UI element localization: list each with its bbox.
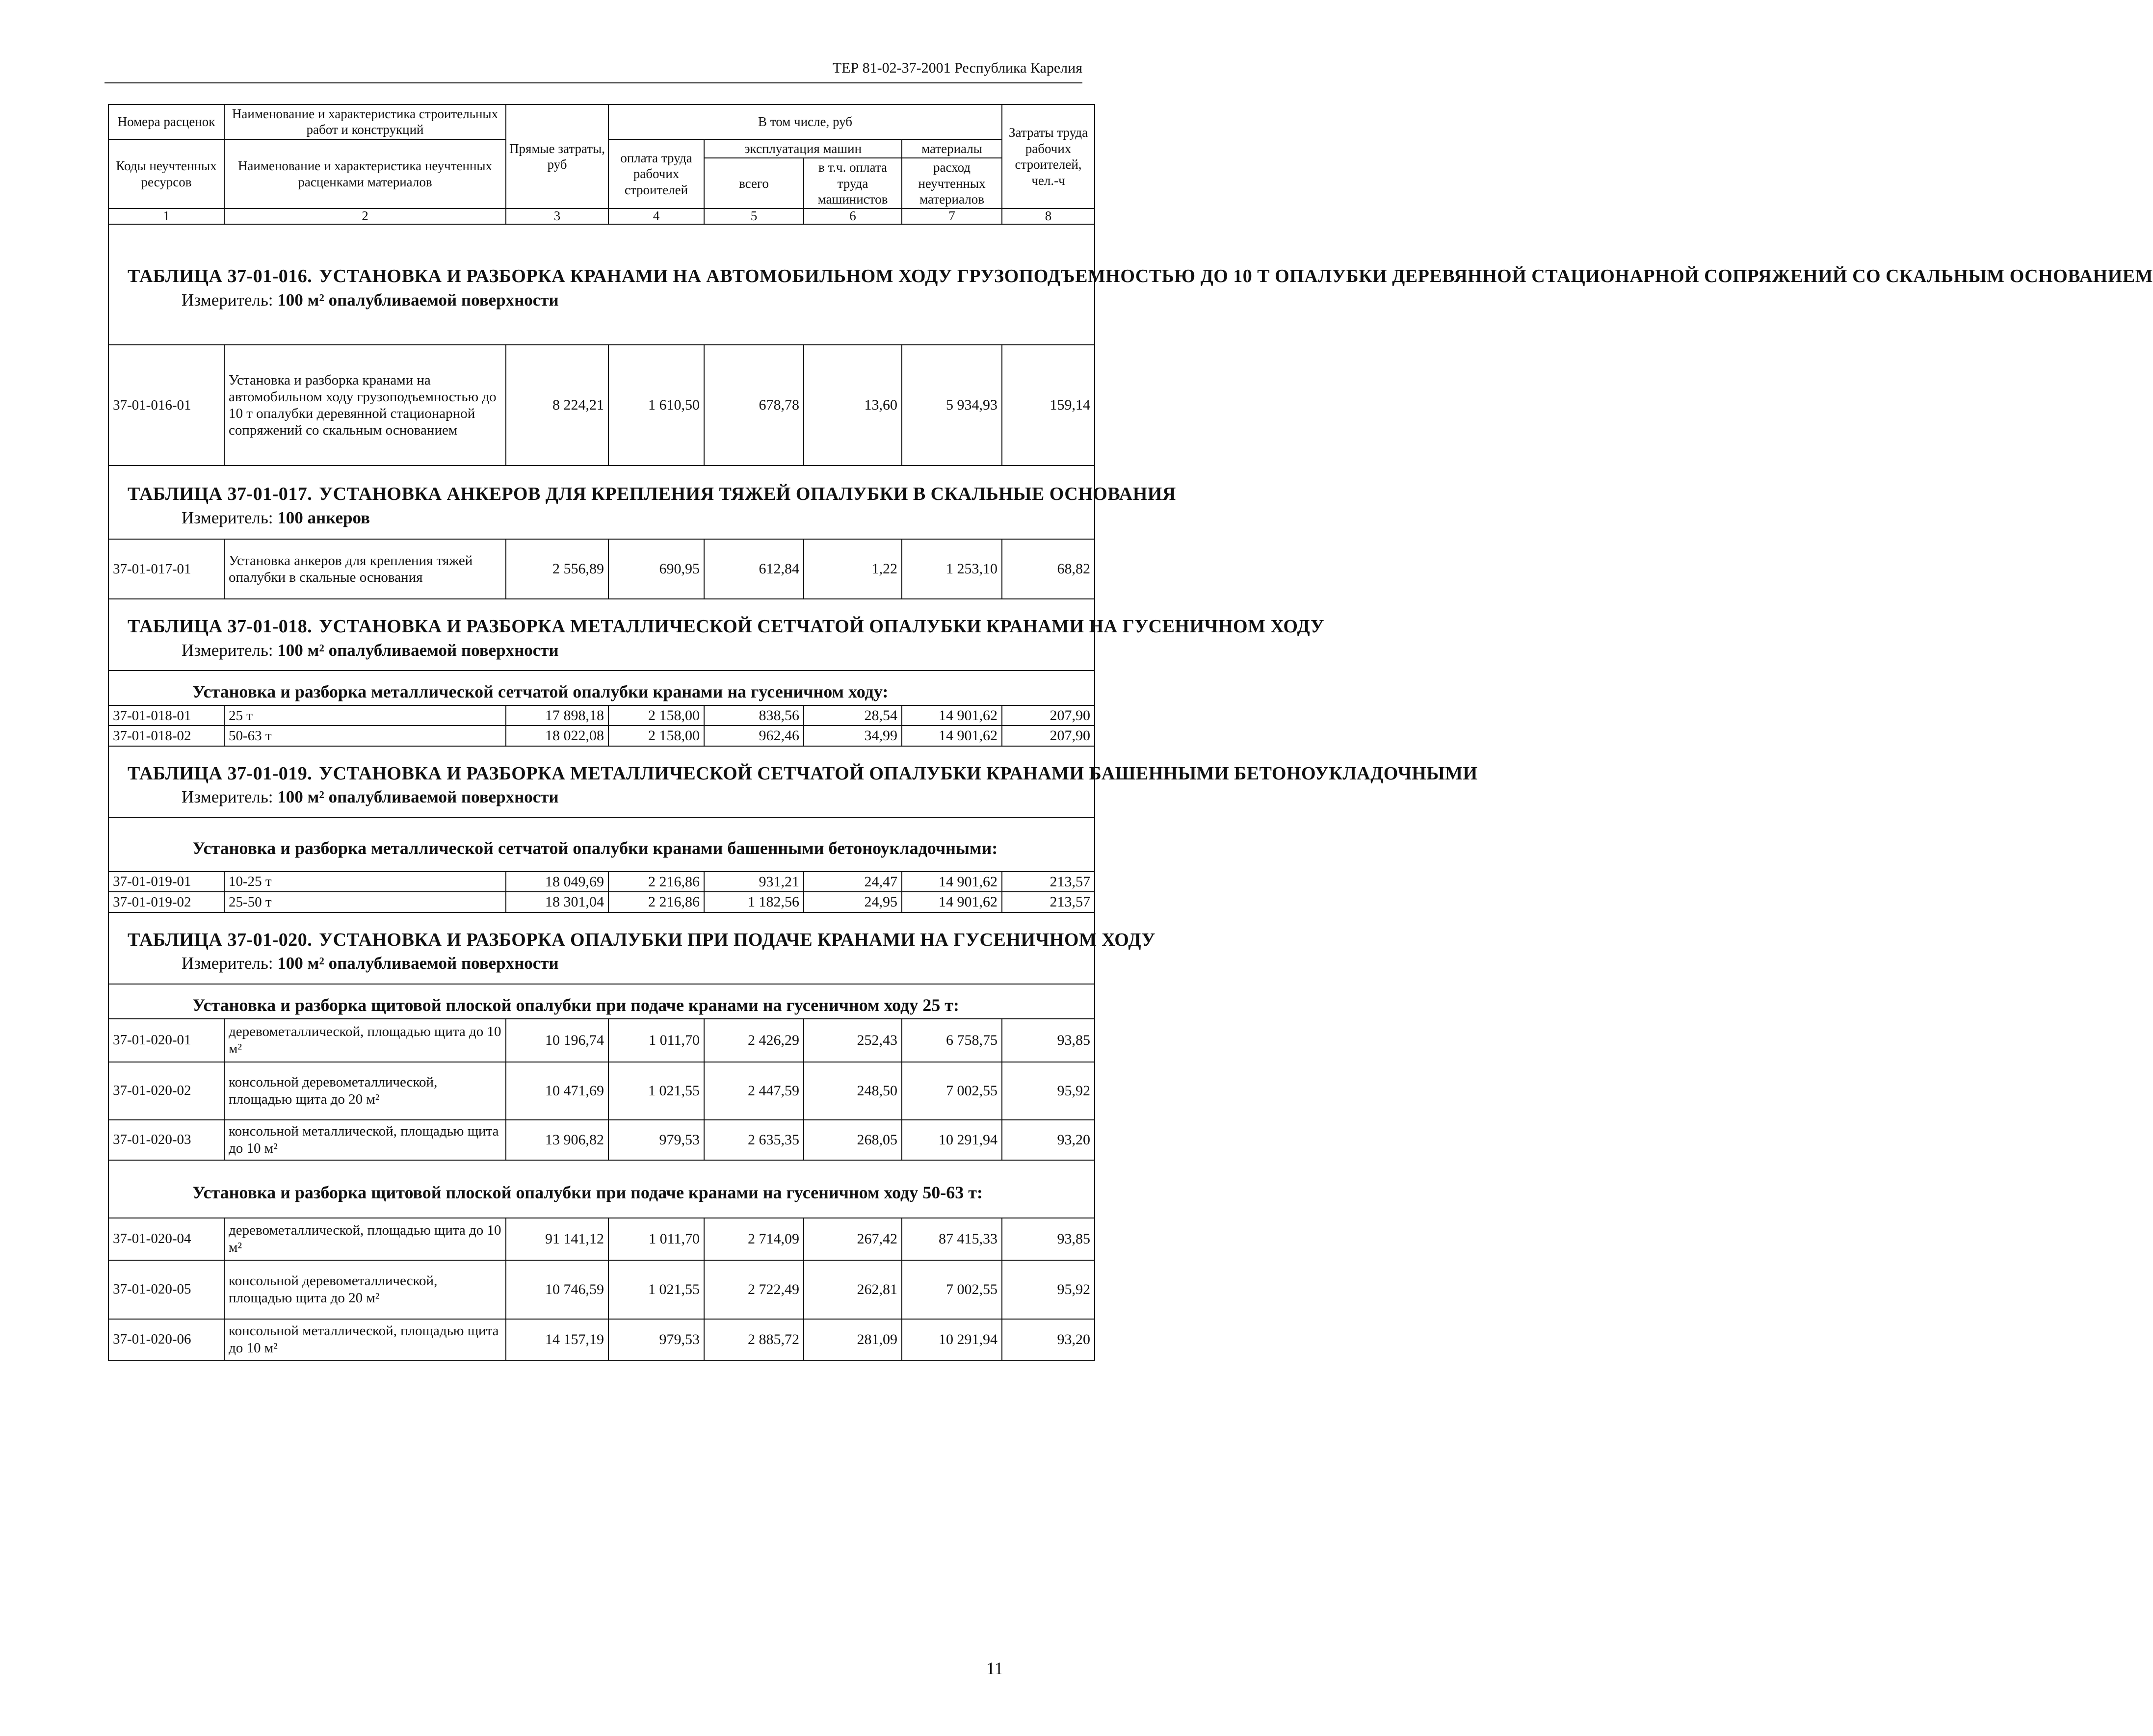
subheading-row [108, 984, 1095, 1019]
col-rate-numbers: Номера расценок [108, 104, 224, 139]
direct-costs: 91 141,12 [506, 1218, 608, 1260]
worker-pay: 1 011,70 [608, 1019, 704, 1062]
section-title-text: УСТАНОВКА И РАЗБОРКА КРАНАМИ НА АВТОМОБИЛЬНОМ ХОДУ ГРУЗОПОДЪЕМНОСТЬЮ ДО 10 Т ОПАЛУБКИ ДЕРЕВЯННОЙ СТАЦИОНАРНОЙ СОПРЯЖЕНИЙ СО СКАЛЬНЫМ ОСНОВАНИЕМ [319, 266, 2153, 287]
section-unit [128, 290, 1090, 310]
machine-costs: 678,78 [704, 345, 804, 466]
labor-hours: 213,57 [1002, 872, 1095, 892]
worker-pay: 2 216,86 [608, 872, 704, 892]
column-number: 3 [506, 208, 608, 224]
machine-costs: 2 447,59 [704, 1062, 804, 1120]
section-title [128, 483, 1176, 505]
col-work-name: Наименование и характеристика строительных работ и конструкций [224, 104, 506, 139]
material-costs: 14 901,62 [902, 725, 1002, 746]
machine-costs: 931,21 [704, 872, 804, 892]
direct-costs: 13 906,82 [506, 1120, 608, 1160]
section-label: ТАБЛИЦА 37-01-018. [128, 616, 313, 637]
table-section-header [108, 599, 1095, 671]
table-row [108, 1019, 1095, 1062]
work-description: деревометаллической, площадью щита до 10 м² [224, 1218, 506, 1260]
direct-costs: 10 196,74 [506, 1019, 608, 1062]
worker-pay: 1 021,55 [608, 1062, 704, 1120]
subheading: Установка и разборка металлической сетчатой опалубки кранами башенными бетоноукладочными: [108, 818, 1095, 872]
material-costs: 10 291,94 [902, 1120, 1002, 1160]
direct-costs: 18 022,08 [506, 725, 608, 746]
col-operator-pay: в т.ч. оплата труда машинистов [804, 158, 902, 208]
rate-code: 37-01-020-05 [108, 1260, 224, 1319]
section-title-text: УСТАНОВКА И РАЗБОРКА МЕТАЛЛИЧЕСКОЙ СЕТЧАТОЙ ОПАЛУБКИ КРАНАМИ НА ГУСЕНИЧНОМ ХОДУ [319, 616, 1325, 637]
table-row [108, 1120, 1095, 1160]
table-row [108, 872, 1095, 892]
worker-pay: 1 021,55 [608, 1260, 704, 1319]
machine-costs: 2 426,29 [704, 1019, 804, 1062]
table-row [108, 539, 1095, 599]
column-number: 5 [704, 208, 804, 224]
section-header [108, 224, 2153, 345]
unit-prefix: Измеритель: [182, 787, 273, 807]
rate-code: 37-01-020-01 [108, 1019, 224, 1062]
labor-hours: 93,85 [1002, 1218, 1095, 1260]
table-section-header [108, 224, 1095, 345]
header-row [108, 104, 1095, 139]
table-row [108, 1260, 1095, 1319]
work-description: Установка анкеров для крепления тяжей опалубки в скальные основания [224, 539, 506, 599]
section-unit [128, 953, 1090, 973]
operator-pay: 248,50 [804, 1062, 902, 1120]
machine-costs: 2 714,09 [704, 1218, 804, 1260]
table-section-header [108, 912, 1095, 984]
material-costs: 6 758,75 [902, 1019, 1002, 1062]
labor-hours: 207,90 [1002, 725, 1095, 746]
section-header [108, 599, 1325, 671]
col-resource-codes: Коды неучтенных ресурсов [108, 139, 224, 209]
table-row [108, 1062, 1095, 1120]
work-description: консольной деревометаллической, площадью щита до 20 м² [224, 1062, 506, 1120]
unit-value: 100 м² опалубливаемой поверхности [277, 290, 559, 310]
section-label: ТАБЛИЦА 37-01-020. [128, 929, 313, 950]
direct-costs: 8 224,21 [506, 345, 608, 466]
worker-pay: 979,53 [608, 1319, 704, 1360]
column-number: 7 [902, 208, 1002, 224]
section-title-text: УСТАНОВКА И РАЗБОРКА ОПАЛУБКИ ПРИ ПОДАЧЕ КРАНАМИ НА ГУСЕНИЧНОМ ХОДУ [319, 929, 1155, 950]
table-row [108, 345, 1095, 466]
col-machine-total: всего [704, 158, 804, 208]
column-numbers-row [108, 208, 1095, 224]
operator-pay: 252,43 [804, 1019, 902, 1062]
unit-value: 100 анкеров [277, 508, 370, 527]
column-number: 8 [1002, 208, 1095, 224]
unit-prefix: Измеритель: [182, 954, 273, 973]
section-title [128, 615, 1325, 638]
work-description: консольной деревометаллической, площадью щита до 20 м² [224, 1260, 506, 1319]
work-description: консольной металлической, площадью щита до 10 м² [224, 1319, 506, 1360]
subheading-row [108, 1160, 1095, 1218]
direct-costs: 10 746,59 [506, 1260, 608, 1319]
work-description: Установка и разборка кранами на автомобильном ходу грузоподъемностью до 10 т опалубки деревянной стационарной сопряжений со скальным основанием [224, 345, 506, 466]
rate-code: 37-01-020-03 [108, 1120, 224, 1160]
machine-costs: 2 885,72 [704, 1319, 804, 1360]
machine-costs: 962,46 [704, 725, 804, 746]
unit-value: 100 м² опалубливаемой поверхности [277, 787, 559, 807]
labor-hours: 95,92 [1002, 1062, 1095, 1120]
col-materials: материалы [902, 139, 1002, 158]
col-machine-operation: эксплуатация машин [704, 139, 902, 158]
section-header [108, 912, 1155, 984]
table-row [108, 1319, 1095, 1360]
machine-costs: 838,56 [704, 705, 804, 725]
direct-costs: 2 556,89 [506, 539, 608, 599]
section-header [108, 466, 1176, 539]
work-description: 25 т [224, 705, 506, 725]
work-description: консольной металлической, площадью щита до 10 м² [224, 1120, 506, 1160]
table-section-header [108, 746, 1095, 818]
operator-pay: 13,60 [804, 345, 902, 466]
section-header [108, 746, 1478, 818]
unit-value: 100 м² опалубливаемой поверхности [277, 954, 559, 973]
work-description: 25-50 т [224, 892, 506, 912]
unit-prefix: Измеритель: [182, 508, 273, 527]
direct-costs: 14 157,19 [506, 1319, 608, 1360]
running-header [105, 58, 1082, 83]
section-label: ТАБЛИЦА 37-01-017. [128, 484, 313, 505]
labor-hours: 207,90 [1002, 705, 1095, 725]
column-number: 4 [608, 208, 704, 224]
subheading: Установка и разборка металлической сетчатой опалубки кранами на гусеничном ходу: [108, 671, 1095, 705]
col-direct-costs: Прямые затраты, руб [506, 104, 608, 208]
rate-code: 37-01-019-01 [108, 872, 224, 892]
operator-pay: 267,42 [804, 1218, 902, 1260]
subheading-row [108, 818, 1095, 872]
table-section-header [108, 466, 1095, 539]
subheading: Установка и разборка щитовой плоской опалубки при подаче кранами на гусеничном ходу 25 т: [108, 984, 1095, 1019]
rates-table [108, 104, 2153, 1361]
rate-code: 37-01-018-02 [108, 725, 224, 746]
machine-costs: 612,84 [704, 539, 804, 599]
operator-pay: 28,54 [804, 705, 902, 725]
rate-code: 37-01-020-04 [108, 1218, 224, 1260]
labor-hours: 213,57 [1002, 892, 1095, 912]
labor-hours: 159,14 [1002, 345, 1095, 466]
worker-pay: 2 216,86 [608, 892, 704, 912]
material-costs: 10 291,94 [902, 1319, 1002, 1360]
col-in-total: В том числе, руб [608, 104, 1002, 139]
table-row [108, 1218, 1095, 1260]
worker-pay: 979,53 [608, 1120, 704, 1160]
worker-pay: 690,95 [608, 539, 704, 599]
table-row [108, 892, 1095, 912]
section-title [128, 265, 2153, 287]
column-number: 1 [108, 208, 224, 224]
machine-costs: 1 182,56 [704, 892, 804, 912]
operator-pay: 268,05 [804, 1120, 902, 1160]
section-label: ТАБЛИЦА 37-01-019. [128, 763, 313, 784]
section-label: ТАБЛИЦА 37-01-016. [128, 266, 313, 287]
col-material-consumption: расход неучтенных материалов [902, 158, 1002, 208]
material-costs: 1 253,10 [902, 539, 1002, 599]
material-costs: 14 901,62 [902, 872, 1002, 892]
material-costs: 7 002,55 [902, 1062, 1002, 1120]
col-worker-pay: оплата труда рабочих строителей [608, 139, 704, 209]
unit-prefix: Измеритель: [182, 640, 273, 660]
section-title [128, 762, 1478, 785]
rate-code: 37-01-019-02 [108, 892, 224, 912]
section-title-text: УСТАНОВКА И РАЗБОРКА МЕТАЛЛИЧЕСКОЙ СЕТЧАТОЙ ОПАЛУБКИ КРАНАМИ БАШЕННЫМИ БЕТОНОУКЛАДОЧНЫМИ [319, 763, 1478, 784]
col-labor-hours: Затраты труда рабочих строителей, чел.-ч [1002, 104, 1095, 208]
column-number: 2 [224, 208, 506, 224]
operator-pay: 1,22 [804, 539, 902, 599]
section-title [128, 929, 1155, 951]
labor-hours: 93,20 [1002, 1319, 1095, 1360]
rate-code: 37-01-020-06 [108, 1319, 224, 1360]
rate-code: 37-01-018-01 [108, 705, 224, 725]
labor-hours: 93,20 [1002, 1120, 1095, 1160]
direct-costs: 10 471,69 [506, 1062, 608, 1120]
section-title-text: УСТАНОВКА АНКЕРОВ ДЛЯ КРЕПЛЕНИЯ ТЯЖЕЙ ОПАЛУБКИ В СКАЛЬНЫЕ ОСНОВАНИЯ [319, 484, 1176, 505]
operator-pay: 34,99 [804, 725, 902, 746]
section-unit [128, 787, 1090, 807]
material-costs: 14 901,62 [902, 892, 1002, 912]
material-costs: 14 901,62 [902, 705, 1002, 725]
operator-pay: 281,09 [804, 1319, 902, 1360]
direct-costs: 18 301,04 [506, 892, 608, 912]
operator-pay: 24,95 [804, 892, 902, 912]
page-number: 11 [986, 1658, 1003, 1678]
work-description: 10-25 т [224, 872, 506, 892]
work-description: 50-63 т [224, 725, 506, 746]
section-unit [128, 508, 1090, 528]
direct-costs: 17 898,18 [506, 705, 608, 725]
worker-pay: 1 011,70 [608, 1218, 704, 1260]
unit-value: 100 м² опалубливаемой поверхности [277, 640, 559, 660]
operator-pay: 262,81 [804, 1260, 902, 1319]
machine-costs: 2 635,35 [704, 1120, 804, 1160]
worker-pay: 1 610,50 [608, 345, 704, 466]
col-material-name: Наименование и характеристика неучтенных расценками материалов [224, 139, 506, 209]
rate-code: 37-01-016-01 [108, 345, 224, 466]
table-row [108, 705, 1095, 725]
subheading: Установка и разборка щитовой плоской опалубки при подаче кранами на гусеничном ходу 50-63 т: [108, 1160, 1095, 1218]
rate-code: 37-01-020-02 [108, 1062, 224, 1120]
operator-pay: 24,47 [804, 872, 902, 892]
labor-hours: 95,92 [1002, 1260, 1095, 1319]
table-row [108, 725, 1095, 746]
work-description: деревометаллической, площадью щита до 10 м² [224, 1019, 506, 1062]
unit-prefix: Измеритель: [182, 290, 273, 310]
direct-costs: 18 049,69 [506, 872, 608, 892]
material-costs: 7 002,55 [902, 1260, 1002, 1319]
worker-pay: 2 158,00 [608, 725, 704, 746]
machine-costs: 2 722,49 [704, 1260, 804, 1319]
rate-code: 37-01-017-01 [108, 539, 224, 599]
labor-hours: 68,82 [1002, 539, 1095, 599]
section-unit [128, 640, 1090, 660]
worker-pay: 2 158,00 [608, 705, 704, 725]
material-costs: 87 415,33 [902, 1218, 1002, 1260]
column-number: 6 [804, 208, 902, 224]
subheading-row [108, 671, 1095, 705]
document-code: ТЕР 81-02-37-2001 Республика Карелия [832, 60, 1082, 76]
labor-hours: 93,85 [1002, 1019, 1095, 1062]
material-costs: 5 934,93 [902, 345, 1002, 466]
